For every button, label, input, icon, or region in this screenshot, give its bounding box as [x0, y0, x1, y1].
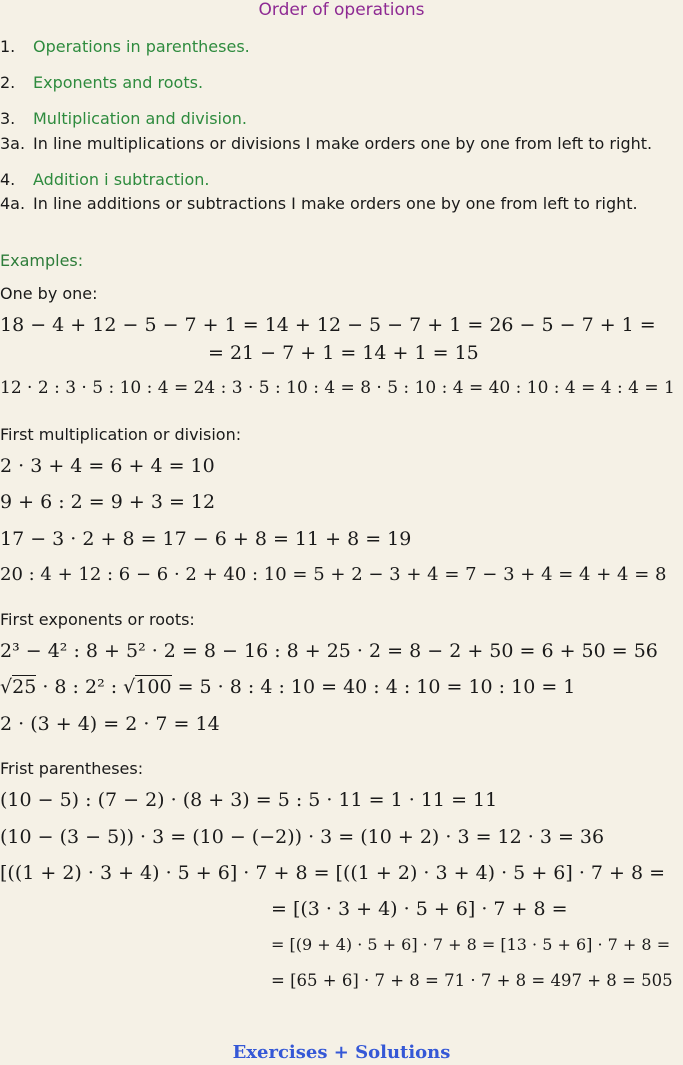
equation-line: 2 · 3 + 4 = 6 + 4 = 10 — [0, 455, 215, 477]
rule-text: In line multiplications or divisions I make orders one by one from left to right. — [33, 134, 653, 153]
section-label: One by one: — [0, 284, 98, 303]
rule-number: 4. — [0, 170, 16, 189]
equation-part: · 8 : 2² : — [36, 676, 124, 698]
equation-line: 17 − 3 · 2 + 8 = 17 − 6 + 8 = 11 + 8 = 19 — [0, 528, 412, 550]
section-label: First exponents or roots: — [0, 610, 195, 629]
equation-line: [((1 + 2) · 3 + 4) · 5 + 6] · 7 + 8 = [((1 + 2) · 3 + 4) · 5 + 6] · 7 + 8 = — [0, 862, 666, 884]
equation-part: = 5 · 8 : 4 : 10 = 40 : 4 : 10 = 10 : 10 = 1 — [171, 676, 576, 698]
rule-text: Multiplication and division. — [33, 109, 247, 128]
equation-line: 2³ − 4² : 8 + 5² · 2 = 8 − 16 : 8 + 25 · 2 = 8 − 2 + 50 = 6 + 50 = 56 — [0, 640, 658, 662]
equation-line: 9 + 6 : 2 = 9 + 3 = 12 — [0, 491, 216, 513]
sqrt-symbol: √ — [123, 676, 136, 698]
section-label: First multiplication or division: — [0, 425, 242, 444]
rule-text: Operations in parentheses. — [33, 37, 250, 56]
rule-text: In line additions or subtractions I make orders one by one from left to right. — [33, 194, 638, 213]
rule-text: Addition i subtraction. — [33, 170, 210, 189]
rule-number: 3a. — [0, 134, 26, 153]
equation-line — [0, 676, 575, 698]
equation-line: 18 − 4 + 12 − 5 − 7 + 1 = 14 + 12 − 5 − 7 + 1 = 26 − 5 − 7 + 1 = — [0, 314, 656, 336]
equation-line: = [65 + 6] · 7 + 8 = 71 · 7 + 8 = 497 + 8 = 505 — [271, 971, 673, 990]
equation-line: = [(3 · 3 + 4) · 5 + 6] · 7 + 8 = — [271, 898, 568, 920]
radicand: 25 — [12, 676, 37, 698]
equation-line: (10 − 5) : (7 − 2) · (8 + 3) = 5 : 5 · 11 = 1 · 11 = 11 — [0, 789, 498, 811]
equation-line: = 21 − 7 + 1 = 14 + 1 = 15 — [208, 342, 479, 364]
exercises-solutions-link[interactable]: Exercises + Solutions — [232, 1042, 451, 1063]
equation-line: 20 : 4 + 12 : 6 − 6 · 2 + 40 : 10 = 5 + 2 − 3 + 4 = 7 − 3 + 4 = 4 + 4 = 8 — [0, 564, 667, 585]
equation-line: 12 · 2 : 3 · 5 : 10 : 4 = 24 : 3 · 5 : 10 : 4 = 8 · 5 : 10 : 4 = 40 : 10 : 4 = 4 : 4 = 1 — [0, 378, 675, 398]
examples-heading: Examples: — [0, 251, 84, 270]
rule-number: 4a. — [0, 194, 26, 213]
rule-number: 3. — [0, 109, 16, 128]
section-label: Frist parentheses: — [0, 759, 144, 778]
equation-line: = [(9 + 4) · 5 + 6] · 7 + 8 = [13 · 5 + 6] · 7 + 8 = — [271, 935, 671, 954]
sqrt-symbol: √ — [0, 676, 13, 698]
rule-text: Exponents and roots. — [33, 73, 204, 92]
rule-number: 1. — [0, 37, 16, 56]
radicand: 100 — [135, 676, 172, 698]
rule-number: 2. — [0, 73, 16, 92]
page-title: Order of operations — [258, 0, 425, 20]
equation-line: 2 · (3 + 4) = 2 · 7 = 14 — [0, 713, 220, 735]
equation-line: (10 − (3 − 5)) · 3 = (10 − (−2)) · 3 = (10 + 2) · 3 = 12 · 3 = 36 — [0, 826, 605, 848]
